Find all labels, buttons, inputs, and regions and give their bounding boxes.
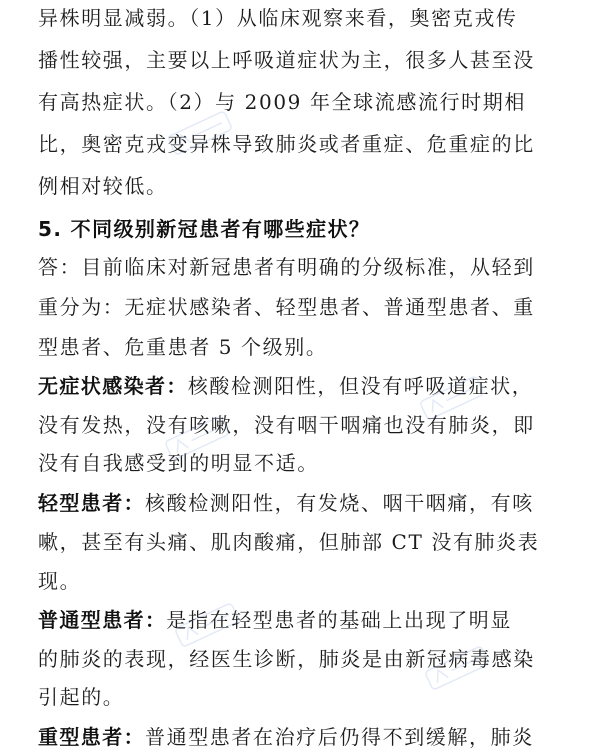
answer-line-2: 重分为：无症状感染者、轻型患者、普通型患者、重 — [38, 295, 535, 319]
answer-line-3: 型患者、危重患者 5 个级别。 — [38, 335, 328, 359]
moderate-line-1 — [38, 605, 598, 635]
mild-term: 轻型患者： — [38, 491, 145, 515]
asymptomatic-line-2: 没有发热，没有咳嗽，没有咽干咽痛也没有肺炎，即 — [38, 413, 535, 437]
severe-line-1 — [38, 722, 598, 752]
severe-term: 重型患者： — [38, 725, 145, 749]
intro-line-2: 播性较强，主要以上呼吸道症状为主，很多人甚至没 — [38, 48, 535, 72]
answer-line-1: 答：目前临床对新冠患者有明确的分级标准，从轻到 — [38, 255, 535, 279]
intro-line-3: 有高热症状。（2）与 2009 年全球流感流行时期相 — [38, 90, 526, 114]
mild-line-3: 现。 — [38, 569, 82, 593]
mild-line-2: 嗽，甚至有头痛、肌肉酸痛，但肺部 CT 没有肺炎表 — [38, 530, 540, 554]
asymptomatic-desc: 核酸检测阳性，但没有呼吸道症状， — [187, 374, 534, 398]
severe-desc: 普通型患者在治疗后仍得不到缓解，肺炎 — [145, 725, 534, 749]
intro-line-1: 异株明显减弱。（1）从临床观察来看，奥密克戎传 — [38, 6, 518, 30]
asymptomatic-line-3: 没有自我感受到的明显不适。 — [38, 451, 319, 475]
asymptomatic-term: 无症状感染者： — [38, 374, 188, 398]
intro-line-5: 例相对较低。 — [38, 174, 168, 198]
intro-line-4: 比，奥密克戎变异株导致肺炎或者重症、危重症的比 — [38, 132, 535, 156]
asymptomatic-line-1 — [38, 371, 598, 401]
mild-line-1 — [38, 488, 598, 518]
moderate-desc: 是指在轻型患者的基础上出现了明显 — [166, 608, 513, 632]
moderate-line-3: 引起的。 — [38, 685, 125, 709]
moderate-line-2: 的肺炎的表现，经医生诊断，肺炎是由新冠病毒感染 — [38, 647, 535, 671]
moderate-term: 普通型患者： — [38, 608, 167, 632]
section-heading: 5. 不同级别新冠患者有哪些症状？ — [38, 217, 371, 241]
mild-desc: 核酸检测阳性，有发烧、咽干咽痛，有咳 — [145, 491, 534, 515]
